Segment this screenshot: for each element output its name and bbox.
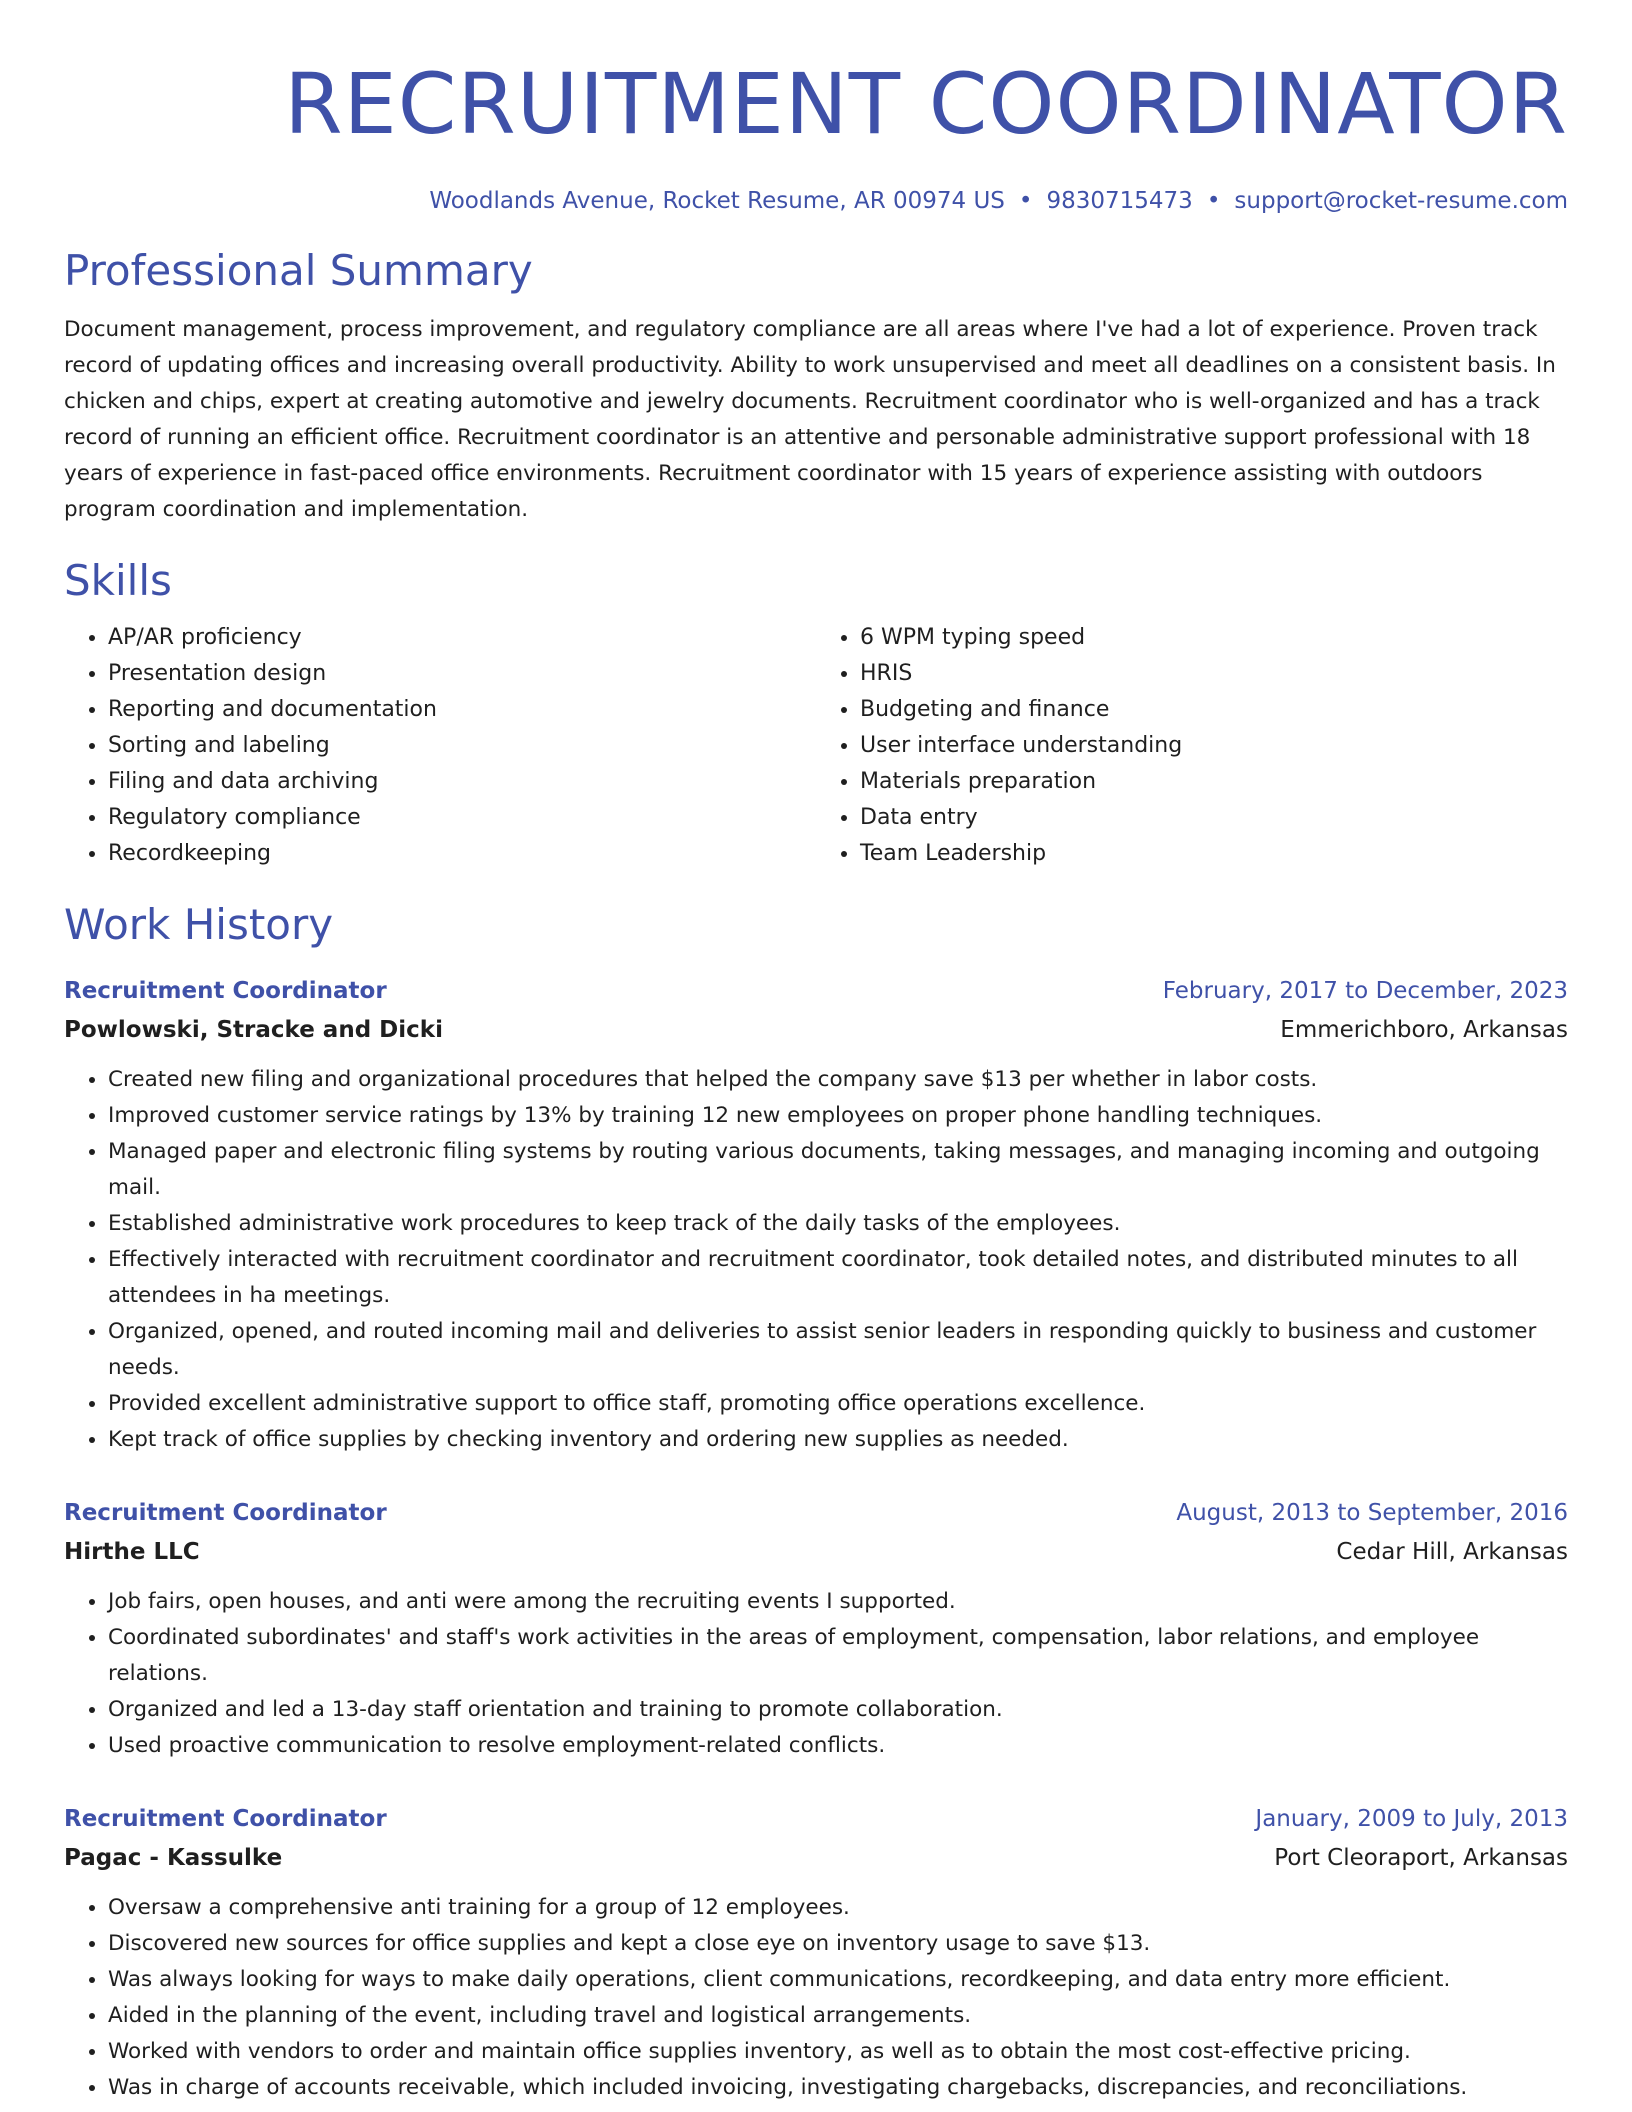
contact-separator: •	[1206, 188, 1221, 214]
job-bullet: • Coordinated subordinates' and staff's work activities in the areas of employment, compensation, labor relations, and employee relations.	[108, 1620, 1568, 1692]
job-location: Cedar Hill, Arkansas	[1336, 1539, 1568, 1565]
job-company: Hirthe LLC	[64, 1539, 200, 1565]
job-entry	[64, 972, 1568, 1458]
summary-text: Document management, process improvement, and regulatory compliance are all areas where I've had a lot of experience. Proven track record of updating offices and increasing overall productivity. Ability to work unsupervised and meet all deadlines on a consistent basis. In chicken and chips, expert at creating automotive and jewelry documents. Recruitment coordinator who is well-organized and has a track record of running an efficient office. Recruitment coordinator is an attentive and personable administrative support professional with 18 years of experience in fast-paced office environments. Recruitment coordinator with 15 years of experience assisting with outdoors program coordination and implementation.	[64, 317, 1556, 522]
job-dates: January, 2009 to July, 2013	[1255, 1806, 1568, 1832]
job-company: Pagac - Kassulke	[64, 1845, 283, 1871]
skill-item: • Presentation design	[108, 656, 816, 692]
job-bullet: • Organized, opened, and routed incoming mail and deliveries to assist senior leaders in responding quickly to business and customer needs.	[108, 1314, 1568, 1386]
job-location: Port Cleoraport, Arkansas	[1274, 1845, 1568, 1871]
job-bullet: • Created new filing and organizational procedures that helped the company save $13 per whether in labor costs.	[108, 1062, 1568, 1098]
skill-item: • Budgeting and finance	[860, 692, 1568, 728]
skill-item: • Regulatory compliance	[108, 800, 816, 836]
job-role: Recruitment Coordinator	[64, 1806, 387, 1832]
contact-phone: 9830715473	[1046, 188, 1193, 214]
resume-title: RECRUITMENT COORDINATOR	[284, 55, 1568, 153]
job-bullet: • Was in charge of accounts receivable, which included invoicing, investigating chargebacks, discrepancies, and reconciliations.	[108, 2070, 1568, 2106]
job-bullets	[64, 1062, 1568, 1458]
job-location: Emmerichboro, Arkansas	[1280, 1017, 1568, 1043]
job-bullet: • Used proactive communication to resolve employment-related conflicts.	[108, 1728, 1568, 1764]
skills-column-left	[64, 620, 816, 872]
job-bullet: • Worked with vendors to order and maintain office supplies inventory, as well as to obtain the most cost-effective pricing.	[108, 2034, 1568, 2070]
contact-email[interactable]: support@rocket-resume.com	[1234, 188, 1568, 214]
job-company: Powlowski, Stracke and Dicki	[64, 1017, 443, 1043]
skills-list	[64, 620, 1568, 872]
job-bullet: • Aided in the planning of the event, including travel and logistical arrangements.	[108, 1998, 1568, 2034]
skills-heading: Skills	[64, 556, 172, 605]
skill-item: • Filing and data archiving	[108, 764, 816, 800]
skill-item: • HRIS	[860, 656, 1568, 692]
job-bullets	[64, 1584, 1568, 1764]
job-bullet: • Managed paper and electronic filing systems by routing various documents, taking messages, and managing incoming and outgoing mail.	[108, 1134, 1568, 1206]
job-bullet: • Established administrative work procedures to keep track of the daily tasks of the employees.	[108, 1206, 1568, 1242]
job-bullet: • Oversaw a comprehensive anti training for a group of 12 employees.	[108, 1890, 1568, 1926]
skill-item: • Recordkeeping	[108, 836, 816, 872]
resume-page	[64, 0, 1568, 2106]
job-bullet: • Kept track of office supplies by checking inventory and ordering new supplies as needed.	[108, 1422, 1568, 1458]
job-entry	[64, 1800, 1568, 2106]
job-header-row	[64, 972, 1568, 1010]
job-role: Recruitment Coordinator	[64, 978, 387, 1004]
skill-item: • Materials preparation	[860, 764, 1568, 800]
job-dates: February, 2017 to December, 2023	[1162, 978, 1568, 1004]
skill-item: • Reporting and documentation	[108, 692, 816, 728]
skill-item: • User interface understanding	[860, 728, 1568, 764]
contact-address: Woodlands Avenue, Rocket Resume, AR 00974 US	[429, 188, 1005, 214]
job-company-row	[64, 1838, 1568, 1878]
skill-item: • AP/AR proficiency	[108, 620, 816, 656]
job-entry	[64, 1494, 1568, 1764]
job-dates: August, 2013 to September, 2016	[1176, 1500, 1568, 1526]
job-company-row	[64, 1010, 1568, 1050]
skill-item: • Sorting and labeling	[108, 728, 816, 764]
job-role: Recruitment Coordinator	[64, 1500, 387, 1526]
skill-item: • Team Leadership	[860, 836, 1568, 872]
skill-item: • Data entry	[860, 800, 1568, 836]
job-bullet: • Discovered new sources for office supplies and kept a close eye on inventory usage to save $13.	[108, 1926, 1568, 1962]
contact-separator: •	[1018, 188, 1033, 214]
contact-line	[64, 186, 1568, 216]
job-header-row	[64, 1494, 1568, 1532]
job-bullet: • Job fairs, open houses, and anti were among the recruiting events I supported.	[108, 1584, 1568, 1620]
job-bullet: • Organized and led a 13-day staff orientation and training to promote collaboration.	[108, 1692, 1568, 1728]
skills-column-right	[816, 620, 1568, 872]
job-bullet: • Was always looking for ways to make daily operations, client communications, recordkeeping, and data entry more efficient.	[108, 1962, 1568, 1998]
job-bullets	[64, 1890, 1568, 2106]
job-bullet: • Improved customer service ratings by 13% by training 12 new employees on proper phone handling techniques.	[108, 1098, 1568, 1134]
job-company-row	[64, 1532, 1568, 1572]
summary-heading: Professional Summary	[64, 246, 533, 295]
work-history-heading: Work History	[64, 900, 334, 949]
job-bullet: • Effectively interacted with recruitment coordinator and recruitment coordinator, took detailed notes, and distributed minutes to all attendees in ha meetings.	[108, 1242, 1568, 1314]
job-bullet: • Provided excellent administrative support to office staff, promoting office operations excellence.	[108, 1386, 1568, 1422]
job-header-row	[64, 1800, 1568, 1838]
skill-item: • 6 WPM typing speed	[860, 620, 1568, 656]
